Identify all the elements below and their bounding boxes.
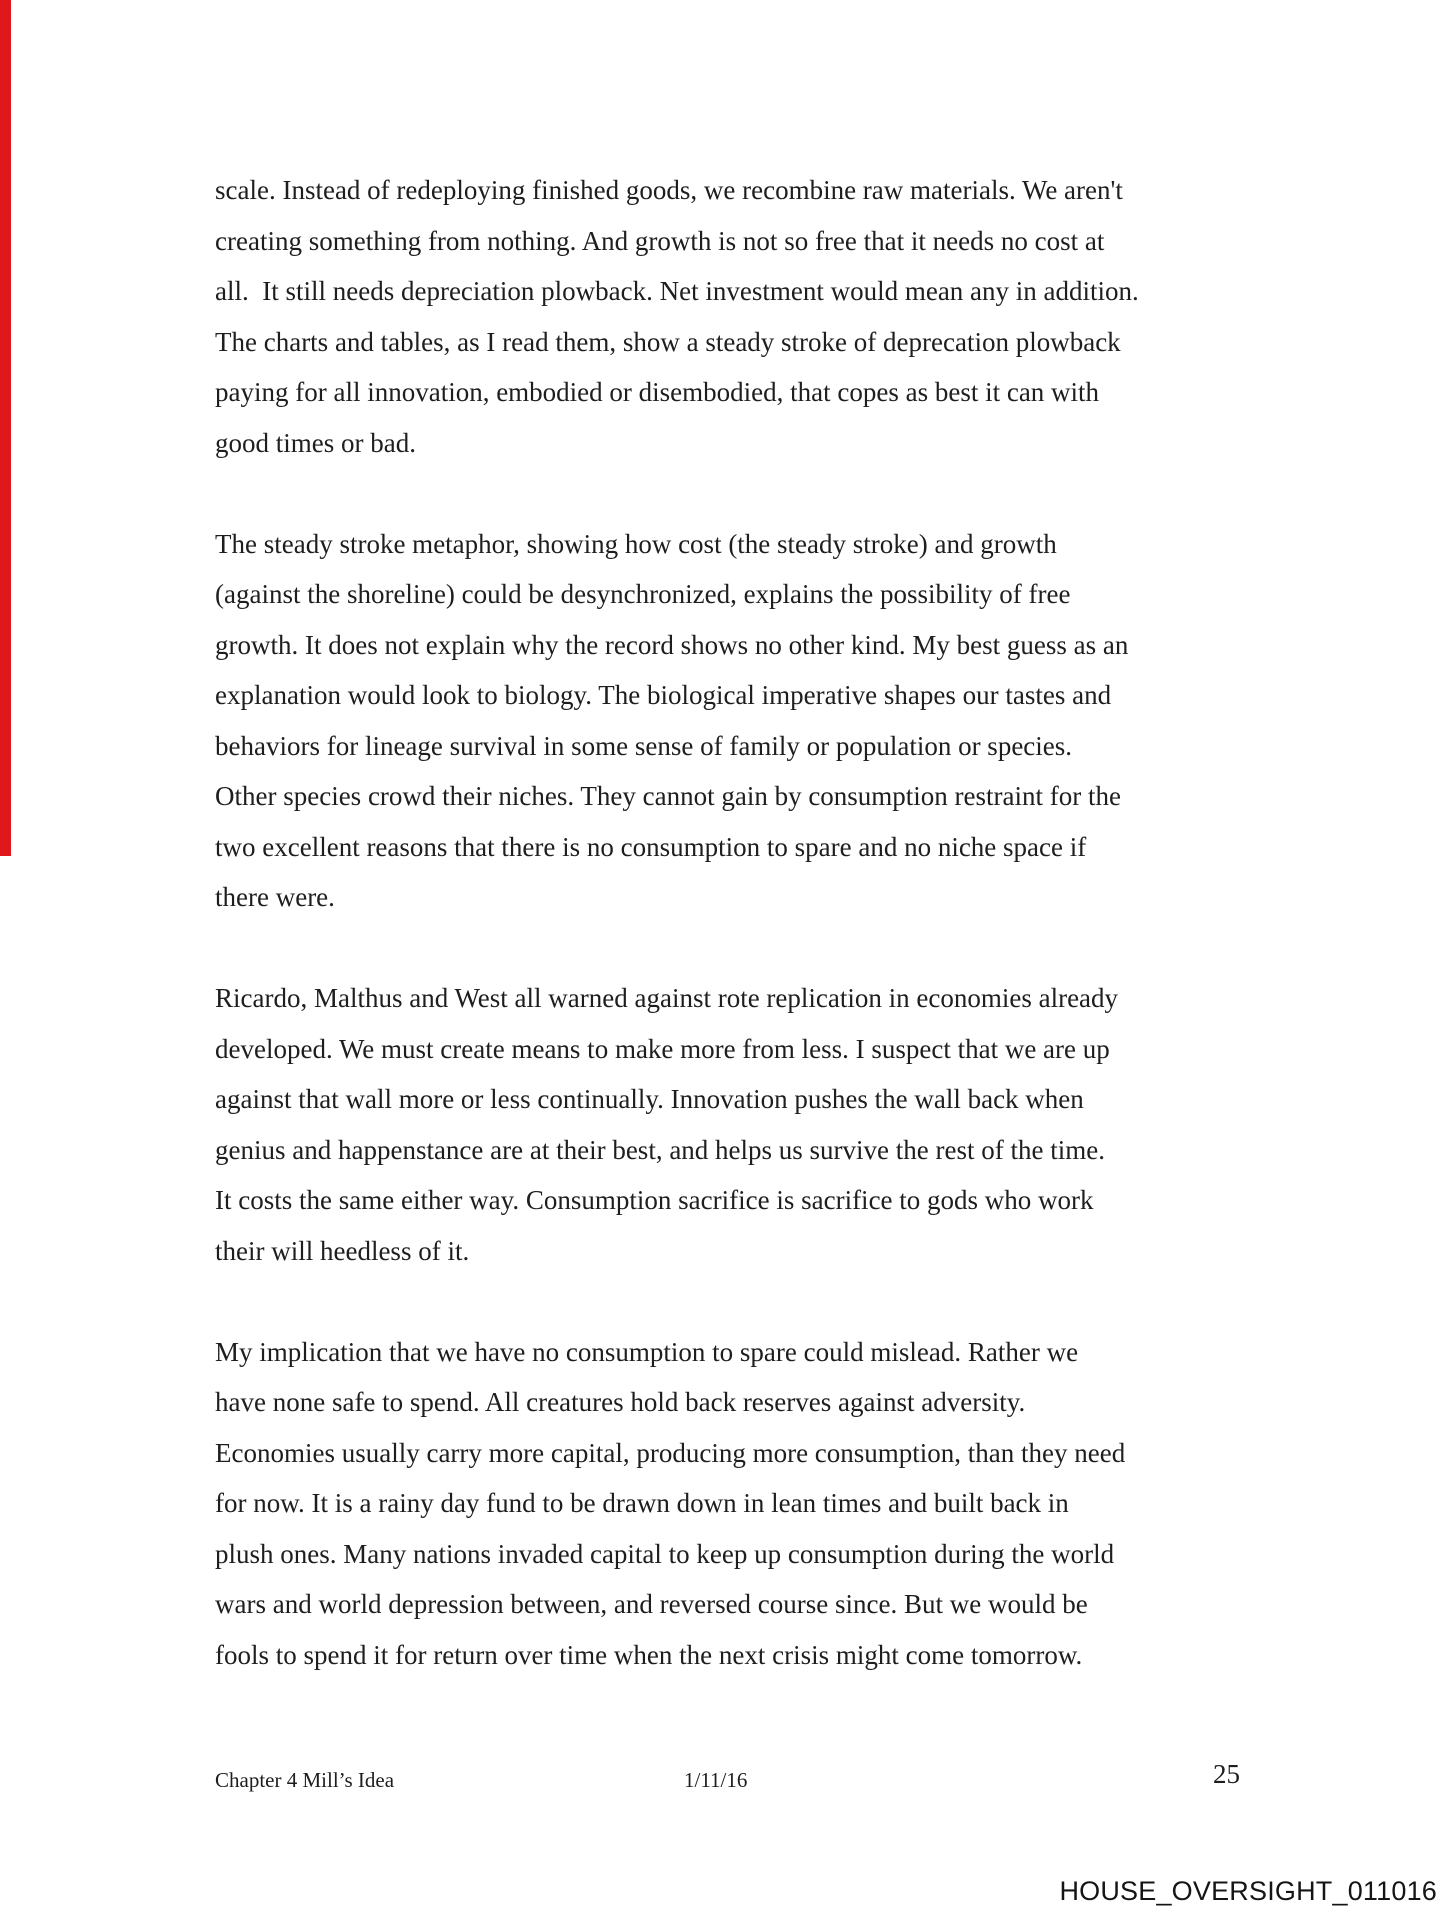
- body-text: [215, 165, 1275, 1731]
- text-line: plush ones. Many nations invaded capital to keep up consumption during the world: [215, 1538, 1115, 1569]
- footer-date: 1/11/16: [684, 1768, 748, 1792]
- footer-chapter-title: Chapter 4 Mill’s Idea: [215, 1768, 395, 1792]
- text-line: their will heedless of it.: [215, 1235, 470, 1266]
- text-line: all. It still needs depreciation plowback. Net investment would mean any in addition.: [215, 276, 1139, 306]
- text-line: Other species crowd their niches. They cannot gain by consumption restraint for the: [215, 781, 1121, 811]
- text-line: behaviors for lineage survival in some sense of family or population or species.: [215, 730, 1073, 761]
- text-line: there were.: [215, 882, 335, 912]
- text-line: It costs the same either way. Consumption sacrifice is sacrifice to gods who work: [215, 1185, 1094, 1215]
- paragraph-1: [215, 165, 1275, 468]
- footer-page-number: 25: [1213, 1759, 1240, 1789]
- paragraph-3: [215, 973, 1275, 1276]
- text-line: The steady stroke metaphor, showing how cost (the steady stroke) and growth: [215, 528, 1057, 559]
- text-line: (against the shoreline) could be desynchronized, explains the possibility of free: [215, 579, 1071, 609]
- text-line: against that wall more or less continually. Innovation pushes the wall back when: [215, 1084, 1084, 1114]
- text-line: Economies usually carry more capital, producing more consumption, than they need: [215, 1437, 1126, 1468]
- paragraph-4: [215, 1327, 1275, 1681]
- text-line: wars and world depression between, and reversed course since. But we would be: [215, 1589, 1088, 1619]
- text-line: have none safe to spend. All creatures hold back reserves against adversity.: [215, 1387, 1026, 1417]
- text-line: developed. We must create means to make more from less. I suspect that we are up: [215, 1033, 1110, 1064]
- text-line: paying for all innovation, embodied or disembodied, that copes as best it can with: [215, 377, 1100, 407]
- scan-artifact-red-bar: [0, 0, 11, 856]
- text-line: genius and happenstance are at their best, and helps us survive the rest of the time.: [215, 1134, 1105, 1165]
- text-line: creating something from nothing. And growth is not so free that it needs no cost at: [215, 225, 1105, 256]
- text-line: explanation would look to biology. The biological imperative shapes our tastes and: [215, 680, 1112, 710]
- paragraph-2: [215, 519, 1275, 923]
- text-line: scale. Instead of redeploying finished goods, we recombine raw materials. We aren't: [215, 175, 1123, 205]
- text-line: Ricardo, Malthus and West all warned against rote replication in economies already: [215, 983, 1119, 1013]
- text-line: two excellent reasons that there is no consumption to spare and no niche space if: [215, 831, 1087, 862]
- text-line: The charts and tables, as I read them, show a steady stroke of deprecation plowback: [215, 326, 1121, 357]
- text-line: good times or bad.: [215, 427, 416, 458]
- text-line: growth. It does not explain why the record shows no other kind. My best guess as an: [215, 629, 1129, 660]
- bates-stamp: HOUSE_OVERSIGHT_011016: [1059, 1876, 1437, 1906]
- text-line: for now. It is a rainy day fund to be drawn down in lean times and built back in: [215, 1488, 1069, 1518]
- text-line: My implication that we have no consumption to spare could mislead. Rather we: [215, 1336, 1079, 1367]
- text-line: fools to spend it for return over time when the next crisis might come tomorrow.: [215, 1639, 1083, 1670]
